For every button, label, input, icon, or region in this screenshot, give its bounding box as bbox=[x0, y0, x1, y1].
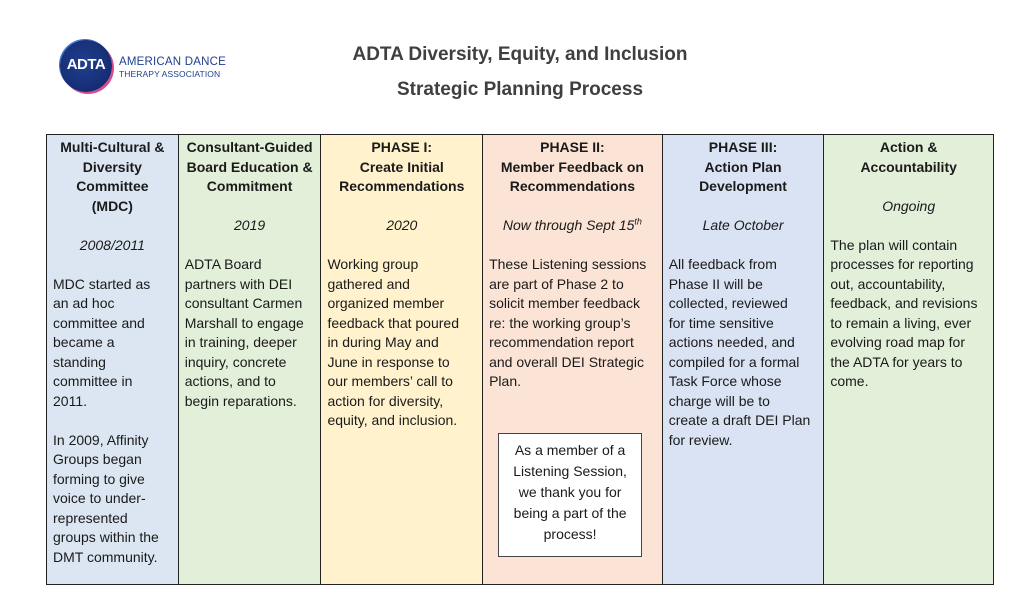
thank-you-callout: As a member of a Listening Session, we thank you for being a part of the process! bbox=[498, 433, 642, 557]
column-date: 2019 bbox=[234, 217, 266, 233]
page-title: ADTA Diversity, Equity, and Inclusion bbox=[352, 44, 688, 65]
column-date: Now through Sept 15 bbox=[502, 217, 635, 233]
column-heading: PHASE I: Create Initial Recommendations bbox=[339, 139, 465, 194]
column-paragraph: Working group gathered and organized member feedback that poured in during May and June in response to our members’ call to action for diversity, equity, and inclusion. bbox=[327, 256, 459, 428]
page-subtitle: Strategic Planning Process bbox=[396, 79, 644, 100]
adta-logo bbox=[60, 40, 230, 92]
column-paragraph: In 2009, Affinity Groups began forming to give voice to under- represented groups within the DMT community. bbox=[53, 431, 159, 565]
column-mdc bbox=[47, 135, 179, 584]
date-superscript: th bbox=[634, 216, 642, 227]
column-heading: Multi-Cultural & Diversity Committee (MDC) bbox=[60, 139, 165, 214]
column-action-accountability bbox=[824, 135, 993, 584]
column-phase-2 bbox=[483, 135, 663, 584]
column-paragraph: These Listening sessions are part of Phase 2 to solicit member feedback re: the working group’s recommendation report and overall DEI Strategic Plan. bbox=[489, 256, 647, 389]
process-table bbox=[46, 134, 994, 585]
column-date: Late October bbox=[702, 217, 784, 233]
column-paragraph: All feedback from Phase II will be collected, reviewed for time sensitive actions needed, and compiled for a formal Task Force whose charge will be to create a draft DEI Plan for review. bbox=[668, 256, 811, 448]
column-date: Ongoing bbox=[882, 197, 936, 214]
column-heading: PHASE II: Member Feedback on Recommendations bbox=[500, 139, 644, 194]
column-date: 2008/2011 bbox=[79, 236, 145, 253]
logo-abbreviation: ADTA bbox=[66, 56, 106, 73]
column-paragraph: MDC started as an ad hoc committee and became a standing committee in 2011. bbox=[53, 275, 151, 409]
column-phase-3 bbox=[663, 135, 825, 584]
column-heading: Consultant-Guided Board Education & Commitment bbox=[186, 139, 313, 194]
logo-name-line2: THERAPY ASSOCIATION bbox=[119, 69, 221, 79]
column-date-wrap bbox=[489, 216, 656, 236]
logo-name-line1: AMERICAN DANCE bbox=[119, 56, 226, 68]
column-paragraph: The plan will contain processes for reporting out, accountability, feedback, and revisions to remain a living, ever evolving road map for the ADTA for years to come. bbox=[830, 236, 978, 389]
column-date: 2020 bbox=[386, 217, 418, 233]
column-consultant bbox=[179, 135, 322, 584]
column-heading: Action & Accountability bbox=[860, 139, 957, 175]
column-heading: PHASE III: Action Plan Development bbox=[699, 139, 787, 194]
column-paragraph: ADTA Board partners with DEI consultant Carmen Marshall to engage in training, deeper inquiry, concrete actions, and to begin reparations. bbox=[184, 256, 304, 409]
column-phase-1 bbox=[321, 135, 483, 584]
